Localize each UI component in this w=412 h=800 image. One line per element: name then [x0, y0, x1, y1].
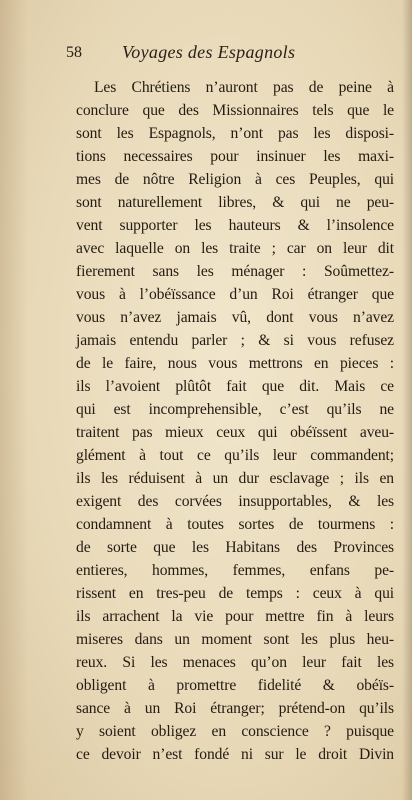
text-line: qui est incomprehensible, c’est qu’ils ne [76, 401, 394, 418]
text-line: avec laquelle on les traite ; car on leur dit [76, 240, 394, 257]
body-text [76, 76, 394, 766]
text-line: miseres dans un moment sont les plus heu- [76, 631, 394, 648]
text-line: ils l’avoient plûtôt fait que dit. Mais ce [76, 378, 394, 395]
text-line: fierement sans les ménager : Soûmettez- [76, 263, 394, 280]
text-line: vous à l’obéïssance d’un Roi étranger que [76, 286, 394, 303]
text-line: sance à un Roi étranger; prétend-on qu’ils [76, 700, 394, 717]
text-line: ils arrachent la vie pour mettre fin à leurs [76, 608, 394, 625]
running-head: Voyages des Espagnols [122, 42, 296, 62]
text-line: traitent pas mieux ceux qui obéïssent aveu- [76, 424, 394, 441]
text-line: ce devoir n’est fondé ni sur le droit Divin [76, 746, 394, 763]
text-line: ils les réduisent à un dur esclavage ; ils en [76, 470, 394, 487]
text-line: conclure que des Missionnaires tels que le [76, 102, 394, 119]
text-line: exigent des corvées insupportables, & les [76, 493, 394, 510]
text-line: entieres, hommes, femmes, enfans pe- [76, 562, 394, 579]
text-line: tions necessaires pour insinuer les maxi- [76, 148, 394, 165]
text-line: obligent à promettre fidelité & obéïs- [76, 677, 394, 694]
text-line: vent supporter les hauteurs & l’insolence [76, 217, 394, 234]
text-line: rissent en tres-peu de temps : ceux à qui [76, 585, 394, 602]
text-line: y soient obligez en conscience ? puisque [76, 723, 394, 740]
text-line: glément à tout ce qu’ils leur commandent; [76, 447, 394, 464]
page-number: 58 [66, 44, 82, 61]
page-header [66, 42, 366, 66]
text-line: sont les Espagnols, n’ont pas les disposi- [76, 125, 394, 142]
text-line: sont naturellement libres, & qui ne peu- [76, 194, 394, 211]
text-line: de le faire, nous vous mettrons en pieces : [76, 355, 394, 372]
text-line: vous n’avez jamais vû, dont vous n’avez [76, 309, 394, 326]
text-line: condamnent à toutes sortes de tourmens : [76, 516, 394, 533]
text-line: de sorte que les Habitans des Provinces [76, 539, 394, 556]
text-line: reux. Si les menaces qu’on leur fait les [76, 654, 394, 671]
text-line: jamais entendu parler ; & si vous refusez [76, 332, 394, 349]
text-line: Les Chrétiens n’auront pas de peine à [94, 79, 394, 96]
text-line: mes de nôtre Religion à ces Peuples, qui [76, 171, 394, 188]
